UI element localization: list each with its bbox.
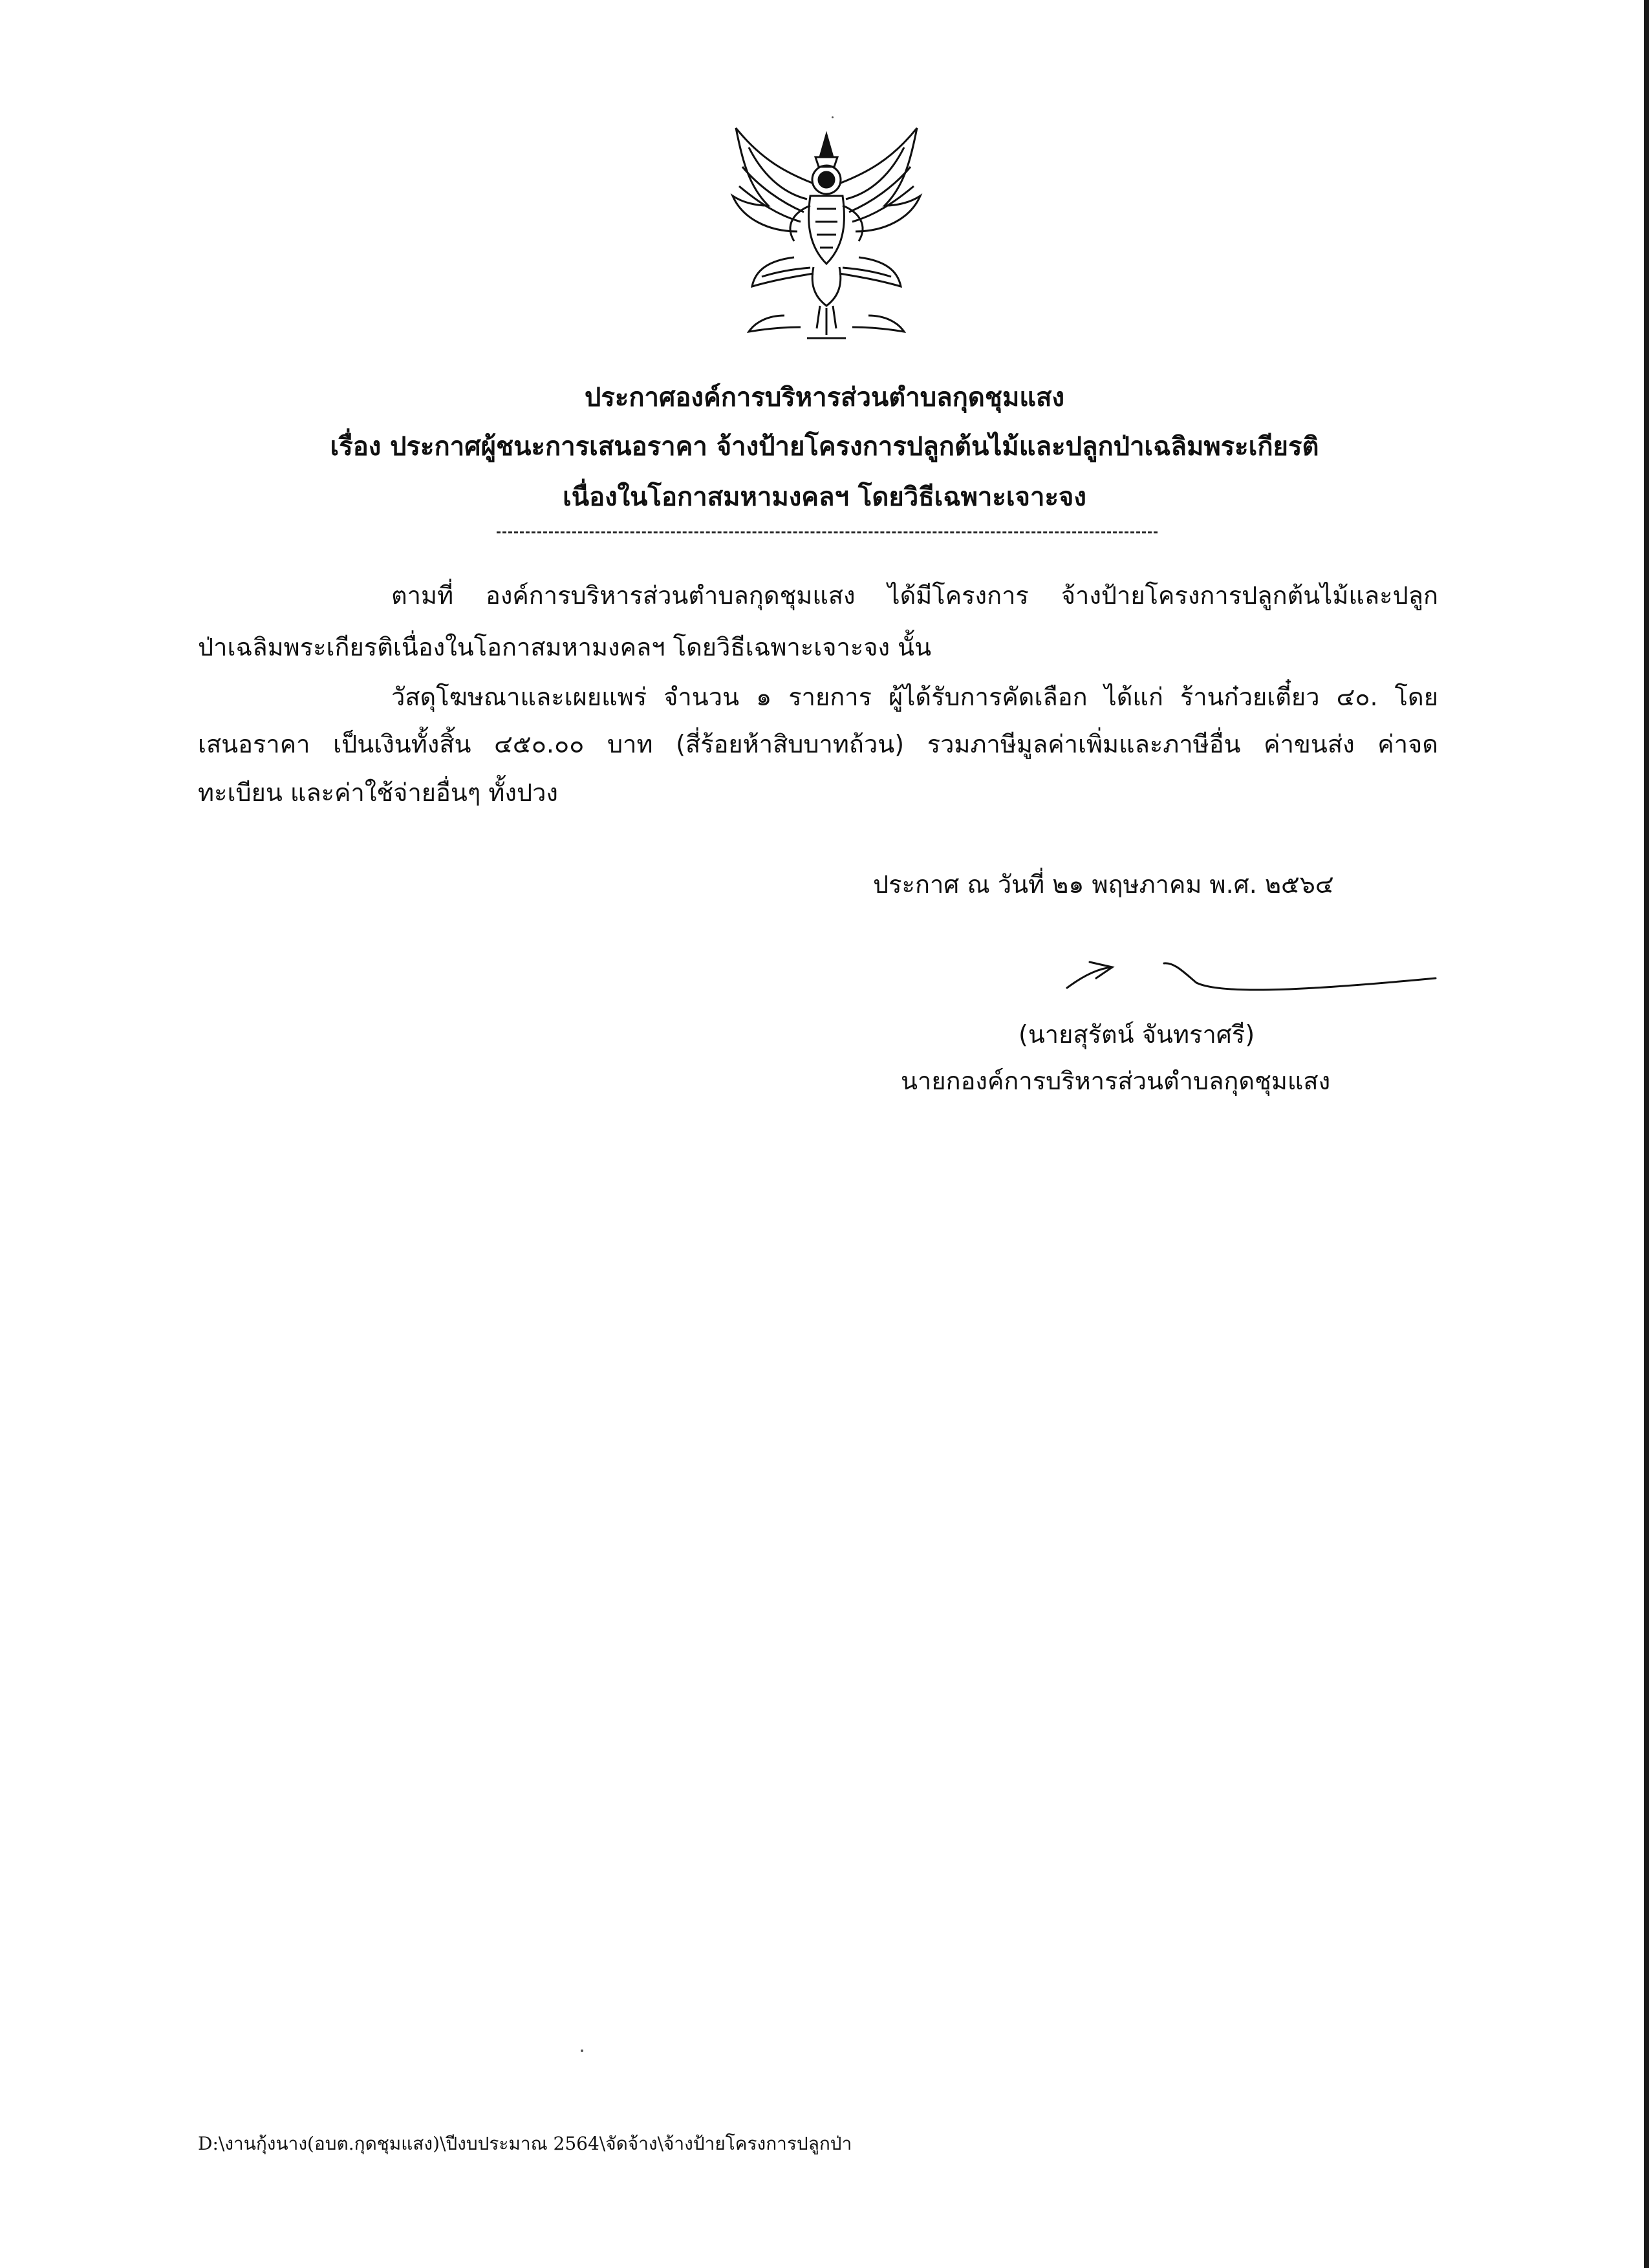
scan-speck: [832, 116, 834, 118]
scan-edge-border: [1644, 0, 1649, 2268]
paragraph-2-line-2: เสนอราคา เป็นเงินทั้งสิ้น ๔๕๐.๐๐ บาท (สี่ร้อยห้าสิบบาทถ้วน) รวมภาษีมูลค่าเพิ่มและภาษีอื่น ค่าขนส่ง ค่าจด: [198, 730, 1438, 758]
paragraph-1-line-1: ตามที่ องค์การบริหารส่วนตำบลกุดชุมแสง ได้มีโครงการ จ้างป้ายโครงการปลูกต้นไม้และปลูก: [391, 581, 1438, 610]
subject-line-continued: เนื่องในโอกาสมหามงคลฯ โดยวิธีเฉพาะเจาะจง: [563, 482, 1086, 512]
file-path-footer: D:\งานกุ้งนาง(อบต.กุดชุมแสง)\ปีงบประมาณ 2564\จัดจ้าง\จ้างป้ายโครงการปลูกป่า: [198, 2133, 852, 2154]
announcement-date: ประกาศ ณ วันที่ ๒๑ พฤษภาคม พ.ศ. ๒๕๖๔: [873, 870, 1334, 899]
subject-line: เรื่อง ประกาศผู้ชนะการเสนอราคา จ้างป้ายโครงการปลูกต้นไม้และปลูกป่าเฉลิมพระเกียรติ: [330, 432, 1319, 462]
paragraph-2-line-1: วัสดุโฆษณาและเผยแพร่ จำนวน ๑ รายการ ผู้ได้รับการคัดเลือก ได้แก่ ร้านก๋วยเตี๋ยว ๔๐. โดย: [391, 683, 1438, 711]
garuda-emblem-icon: [723, 122, 930, 348]
signatory-title: นายกองค์การบริหารส่วนตำบลกุดชุมแสง: [901, 1067, 1331, 1095]
announcement-heading: ประกาศองค์การบริหารส่วนตำบลกุดชุมแสง: [584, 383, 1065, 412]
handwritten-signature: [1061, 949, 1442, 1007]
paragraph-1-line-2: ป่าเฉลิมพระเกียรติเนื่องในโอกาสมหามงคลฯ โดยวิธีเฉพาะเจาะจง นั้น: [198, 633, 932, 661]
signatory-name: (นายสุรัตน์ จันทราศรี): [1018, 1020, 1255, 1049]
dashed-divider: [497, 531, 1158, 533]
scan-speck: [581, 2049, 583, 2052]
paragraph-2-line-3: ทะเบียน และค่าใช้จ่ายอื่นๆ ทั้งปวง: [198, 778, 558, 807]
